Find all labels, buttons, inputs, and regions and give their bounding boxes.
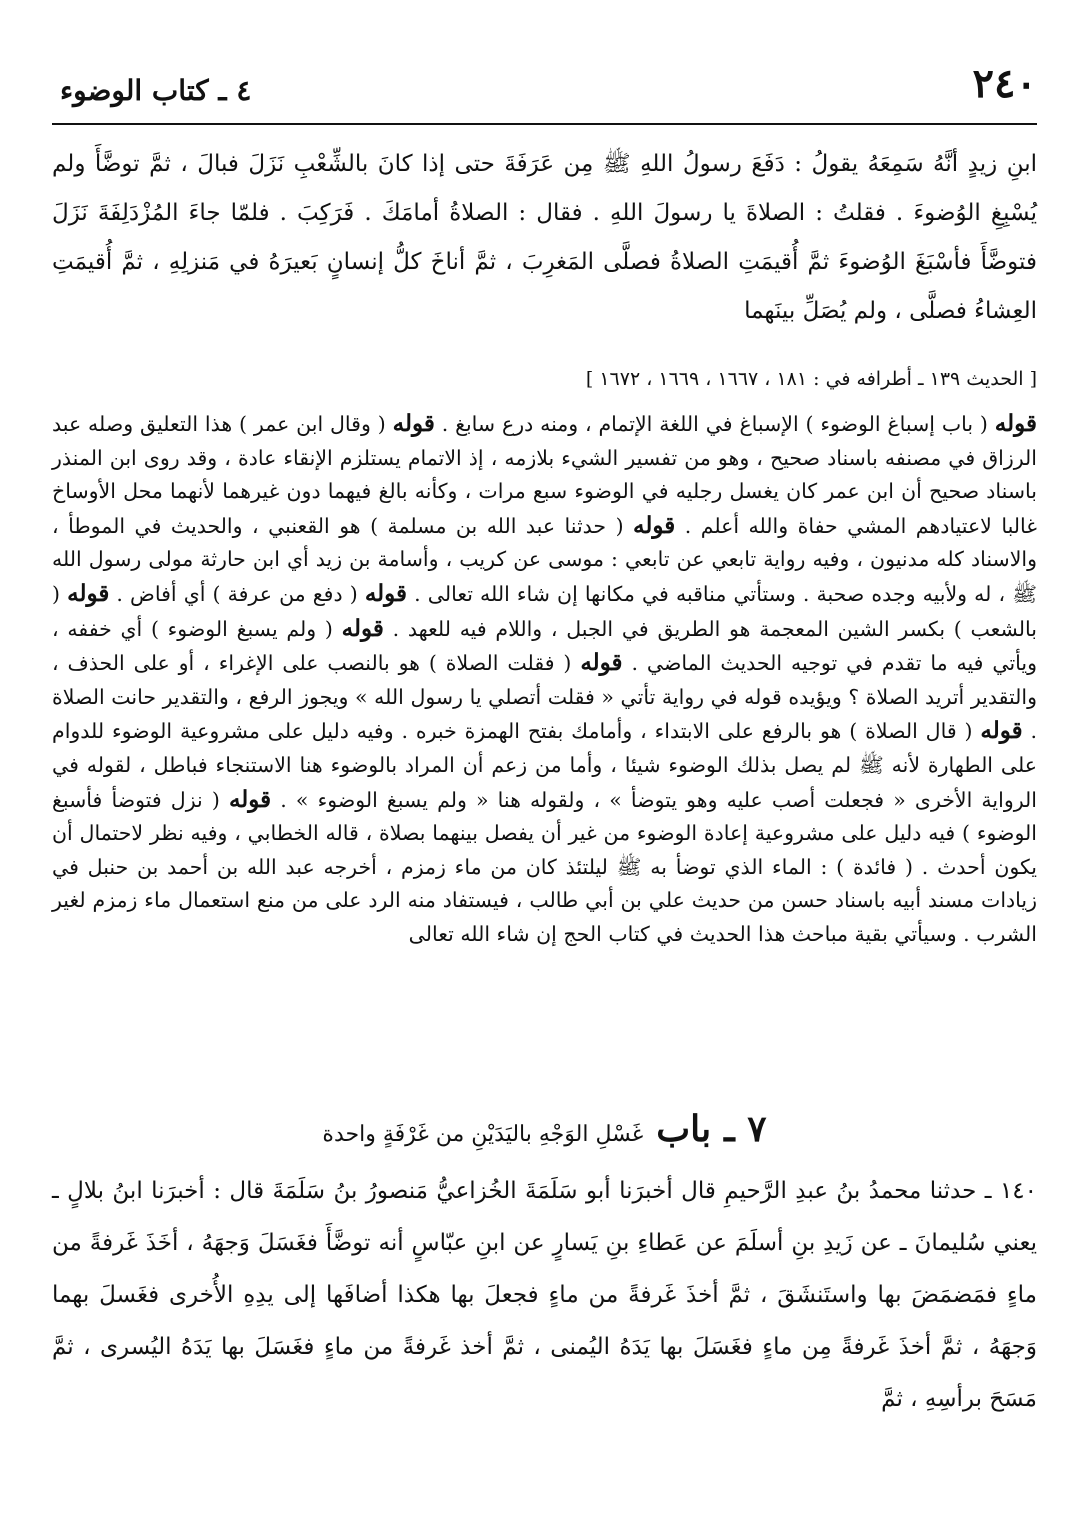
chapter-heading — [52, 1108, 1037, 1150]
chapter-label: باب — [656, 1108, 712, 1150]
chapter-title: غَسْلِ الوَجْهِ باليَدَيْنِ من غَرْفَةٍ واحدة — [322, 1122, 644, 1147]
commentary-text: ( باب إسباغ الوضوء ) الإسباغ في اللغة الإتمام ، ومنه درع سابغ . — [434, 412, 995, 436]
commentary-keyword: قوله — [392, 410, 435, 437]
page-header — [52, 60, 1037, 122]
commentary-text: ( وقال ابن عمر ) هذا التعليق وصله عبد الرزاق في مصنفه باسناد صحيح ، وهو من تفسير الشيء بلازمه ، إذ الاتمام يستلزم الإنقاء عادة ، وقد روى ابن المنذر باسناد صحيح أن ابن عمر كان يغسل رجليه في الوضوء سبع مرات ، وكأنه بالغ فيهما دون غيرهما لأنهما محل الأوساخ غالبا لاعتيادهم المشي حفاة والله أعلم . — [52, 412, 1037, 538]
commentary-text: ( بالشعب ) بكسر الشين المعجمة هو الطريق في الجبل ، واللام فيه للعهد . — [52, 581, 1038, 641]
commentary-keyword: قوله — [341, 614, 384, 642]
running-title: ٤ ـ كتاب الوضوء — [60, 74, 252, 107]
commentary-text: ( ولم يسبغ الوضوء ) أي خففه ، ويأتي فيه ما تقدم في توجيه الحديث الماضي . — [52, 616, 1037, 676]
commentary-text: ( حدثنا عبد الله بن مسلمة ) هو القعنبي ، والحديث في الموطأ ، والاسناد كله مدنيون ، وفيه رواية تابعي عن تابعي : موسى عن كريب ، وأسامة بن زيد أي ابن حارثة مولى رسول الله ﷺ ، له ولأبيه وجده صحبة . وستأتي مناقبه في مكانها إن شاء الله تعالى . — [52, 513, 1037, 606]
commentary-text: ( قال الصلاة ) هو بالرفع على الابتداء ، وأمامك بفتح الهمزة خبره . وفيه دليل على مشروعية الوضوء للدوام على الطهارة لأنه ﷺ لم يصل بذلك الوضوء شيئا ، وأما من زعم أن المراد بالوضوء هنا الاستنجاء فباطل ، لقوله في الرواية الأخرى « فجعلت أصب عليه وهو يتوضأ » ، ولقوله هنا « ولم يسبغ الوضوء » . — [52, 719, 1037, 812]
commentary-text: ( فقلت الصلاة ) هو بالنصب على الإغراء ، أو على الحذف ، والتقدير أتريد الصلاة ؟ ويؤيده قوله في رواية تأتي « فقلت أتصلي يا رسول الله » ويجوز الرفع ، والتقدير حانت الصلاة . — [52, 651, 1037, 744]
commentary-keyword: قوله — [228, 785, 272, 813]
page-number: ٢٤٠ — [972, 60, 1037, 107]
chapter-number: ٧ ـ — [724, 1108, 767, 1150]
header-rule — [52, 123, 1037, 125]
commentary-keyword: قوله — [980, 717, 1023, 745]
commentary-keyword: قوله — [364, 579, 408, 607]
commentary — [52, 407, 1037, 952]
hadith-140-text: ١٤٠ ـ حدثنا محمدُ بنُ عبدِ الرَّحيمِ قال أخبرَنا أبو سَلَمَةَ الخُزاعيُّ مَنصورُ بنُ سَلَمَةَ قال : أخبرَنا ابنُ بلالٍ ـ يعني سُليمانَ ـ عن زَيدِ بنِ أسلَمَ عن عَطاءِ بنِ يَسارٍ عن ابنِ عبّاسٍ أنه توضَّأَ فغَسَلَ وَجهَهُ ، أخَذَ غَرفةً من ماءٍ فمَضمَضَ بها واستَنشَقَ ، ثمَّ أخذَ غَرفةً من ماءٍ فجعلَ بها هكذا أضافَها إلى يدِهِ الأُخرى فغَسلَ بهما وَجهَهُ ، ثمَّ أخذَ غَرفةً مِن ماءٍ فغَسَلَ بها يَدَهُ اليُمنى ، ثمَّ أخذ غَرفةً من ماءٍ فغَسَلَ بها يَدَهُ اليُسرى ، ثمَّ مَسَحَ برأسِهِ ، ثمَّ — [52, 1178, 1037, 1412]
commentary-keyword: قوله — [994, 410, 1038, 437]
commentary-keyword: قوله — [580, 649, 623, 677]
commentary-text: ( دفع من عرفة ) أي أفاض . — [109, 581, 365, 606]
hadith-reference: [ الحديث ١٣٩ ـ أطرافه في : ١٨١ ، ١٦٦٧ ، ١٦٦٩ ، ١٦٧٢ ] — [585, 368, 1037, 390]
commentary-keyword: قوله — [67, 579, 110, 607]
hadith-text: ابنِ زيدٍ أنَّهُ سَمِعَهُ يقولُ : دَفَعَ رسولُ اللهِ ﷺ مِن عَرَفَةَ حتى إذا كانَ بالشِّعْبِ نَزَلَ فبالَ ، ثمَّ توضَّأَ ولم يُسْبِغِ الوُضوءَ . فقلتُ : الصلاةَ يا رسولَ اللهِ . فقال : الصلاةُ أمامَكَ . فَرَكِبَ . فلمّا جاءَ المُزْدَلِفَةَ نَزَلَ فتوضَّأَ فأسْبَغَ الوُضوءَ ثمَّ أُقيمَتِ الصلاةُ فصلَّى المَغرِبَ ، ثمَّ أناخَ كلُّ إنسانٍ بَعيرَهُ في مَنزلِهِ ، ثمَّ أُقيمَتِ العِشاءُ فصلَّى ، ولم يُصَلِّ بينَهما — [52, 151, 1037, 324]
commentary-keyword: قوله — [633, 511, 676, 539]
commentary-text: ( نزل فتوضأ فأسبغ الوضوء ) فيه دليل على مشروعية إعادة الوضوء من غير أن يفصل بينهما بصلاة ، قاله الخطابي ، وفيه نظر لاحتمال أن يكون أحدث . ( فائدة ) : الماء الذي توضأ به ﷺ ليلتئذ كان من ماء زمزم ، أخرجه عبد الله بن أحمد بن حنبل في زيادات مسند أبيه باسناد حسن من حديث علي بن أبي طالب ، فيستفاد منه الرد على من منع استعمال ماء زمزم لغير الشرب . وسيأتي بقية مباحث هذا الحديث في كتاب الحج إن شاء الله تعالى — [52, 787, 1037, 946]
